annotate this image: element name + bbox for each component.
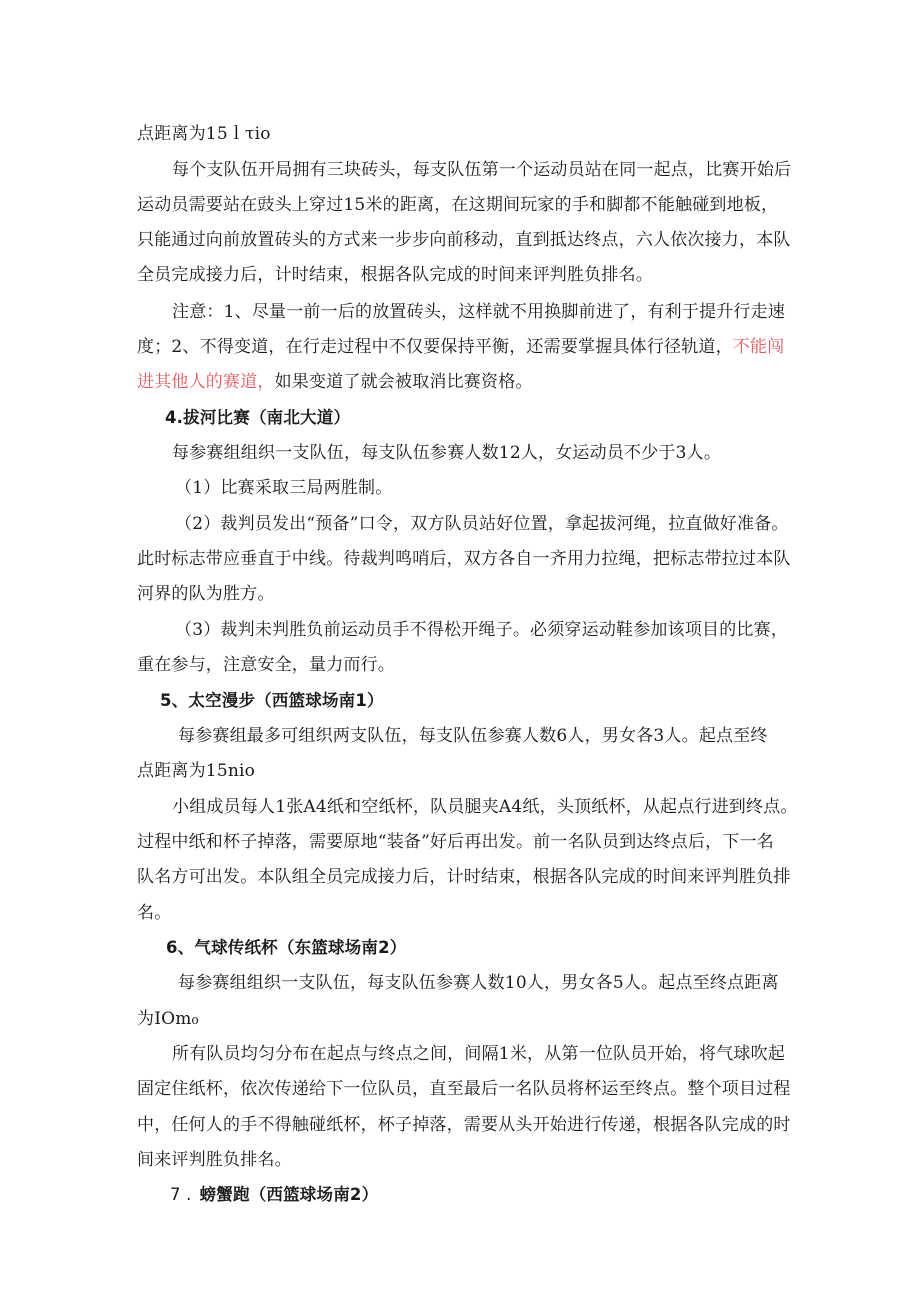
s4-heading: 4.拔河比赛（南北大道） [165, 408, 351, 427]
s3-note-warning-part-1: 不能闯 [732, 337, 785, 357]
s7-heading [170, 1184, 378, 1206]
s4-rule-2-line-3: 河界的队为胜方。 [137, 584, 275, 604]
s6-body-line-2: 固定住纸杯，依次传递给下一位队员，直至最后一名队员将杯运至终点。整个项目过程 [137, 1079, 791, 1099]
s5-intro-line-2: 点距离为15nio [137, 761, 256, 781]
s3-para-line-1: 每个支队伍开局拥有三块砖头，每支队伍第一个运动员站在同一起点，比赛开始后 [172, 160, 792, 180]
s3-para-line-3: 只能通过向前放置砖头的方式来一步步向前移动，直到抵达终点，六人依次接力，本队 [137, 230, 791, 250]
s4-rule-3-line-2: 重在参与，注意安全，量力而行。 [137, 655, 395, 675]
s4-rule-2-line-2: 此时标志带应垂直于中线。待裁判鸣哨后，双方各自一齐用力拉绳，把标志带拉过本队 [137, 549, 791, 569]
s3-para-line-2: 运动员需要站在豉头上穿过15米的距离，在这期间玩家的手和脚都不能触碰到地板， [137, 195, 779, 215]
s5-heading: 5、太空漫步（西篮球场南1） [160, 691, 384, 710]
s4-rule-1: （1）比赛采取三局两胜制。 [175, 478, 393, 498]
s7-heading-number: 7 . [170, 1185, 192, 1204]
s5-body-line-2: 过程中纸和杯子掉落，需要原地“装备”好后再出发。前一名队员到达终点后，下一名 [137, 832, 774, 852]
s7-heading-text: 螃蟹跑（西篮球场南2） [199, 1185, 379, 1204]
s5-body-line-4: 名。 [137, 903, 172, 923]
s5-intro-line-1: 每参赛组最多可组织两支队伍，每支队伍参赛人数6人，男女各3人。起点至终 [178, 726, 768, 746]
s3-para-line-4: 全员完成接力后，计时结束，根据各队完成的时间来评判胜负排名。 [137, 265, 653, 285]
s5-body-line-3: 队名方可出发。本队组全员完成接力后，计时结束，根据各队完成的时间来评判胜负排 [137, 867, 791, 887]
s3-note-line-1: 注意：1、尽量一前一后的放置砖头，这样就不用换脚前进了，有利于提升行走速 [172, 302, 786, 322]
s3-note-line-3-text: 如果变道了就会被取消比赛资格。 [274, 372, 533, 392]
s3-note-line-3 [137, 371, 533, 393]
s3-note-line-2-text: 度；2、不得变道，在行走过程中不仅要保持平衡，还需要掌握具体行径轨道， [137, 337, 733, 357]
s6-body-line-1: 所有队员均匀分布在起点与终点之间，间隔1米，从第一位队员开始，将气球吹起 [172, 1044, 786, 1064]
s6-body-line-4: 间来评判胜负排名。 [137, 1150, 292, 1170]
s3-note-warning-part-2: 进其他人的赛道， [137, 372, 275, 392]
s4-intro: 每参赛组组织一支队伍，每支队伍参赛人数12人，女运动员不少于3人。 [172, 443, 722, 463]
s6-heading: 6、气球传纸杯（东篮球场南2） [166, 938, 407, 957]
s5-body-line-1: 小组成员每人1张A4纸和空纸杯，队员腿夹A4纸，头顶纸杯，从起点行进到终点。 [172, 797, 798, 817]
s4-rule-2-line-1: （2）裁判员发出“预备”口令，双方队员站好位置，拿起拔河绳，拉直做好准备。 [175, 514, 789, 534]
s6-body-line-3: 中，任何人的手不得触碰纸杯，杯子掉落，需要从头开始进行传递，根据各队完成的时 [137, 1115, 791, 1135]
s4-rule-3-line-1: （3）裁判未判胜负前运动员手不得松开绳子。必须穿运动鞋参加该项目的比赛， [175, 620, 789, 640]
s6-intro-line-2: 为IOm₀ [137, 1009, 199, 1029]
s3-distance-line: 点距离为15ｌτio [137, 124, 271, 144]
s3-note-line-2 [137, 336, 784, 358]
s6-intro-line-1: 每参赛组组织一支队伍，每支队伍参赛人数10人，男女各5人。起点至终点距离 [178, 973, 779, 993]
